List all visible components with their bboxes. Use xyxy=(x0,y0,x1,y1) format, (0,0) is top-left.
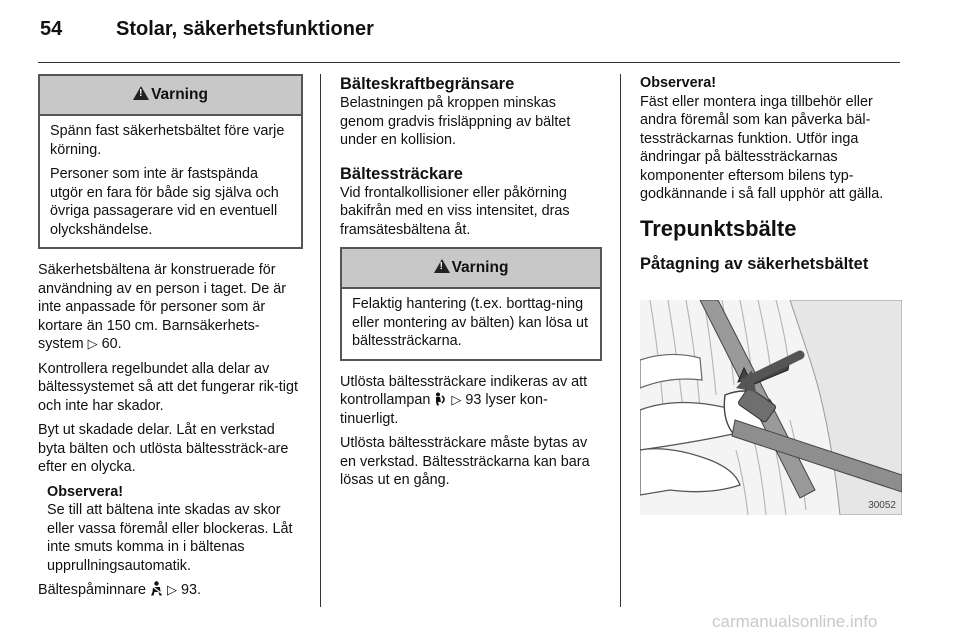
column-3 xyxy=(640,74,902,274)
column-divider-2 xyxy=(620,74,621,607)
warning-box xyxy=(340,247,602,361)
seatbelt-illustration-drawing xyxy=(640,300,902,515)
warning-title: Varning xyxy=(451,259,509,276)
section-heading: Trepunktsbälte xyxy=(640,215,797,241)
watermark: carmanualsonline.info xyxy=(712,612,878,631)
warning-body xyxy=(40,116,301,247)
note-block xyxy=(38,483,303,576)
section-heading: Bälteskraftbegränsare xyxy=(340,75,515,93)
seatbelt-reminder-icon xyxy=(150,581,163,596)
warning-body xyxy=(342,289,600,359)
warning-text: Personer som inte är fastspända utgör en fara för både sig själva och övriga passagerare vid en eventuell olyckshändelse. xyxy=(50,166,279,238)
airbag-lamp-icon xyxy=(434,392,447,406)
body-paragraph: Belastningen på kroppen minskas genom gradvis frisläppning av bältet under en kollision. xyxy=(340,95,571,148)
reference-arrow-icon: ▷ xyxy=(87,336,98,351)
body-paragraph: Bältespåminnare ▷ 93. xyxy=(38,582,202,598)
body-paragraph: Utlösta bältessträckare indikeras av att kontrollampan ▷ 93 lyser kon-tinuerligt. xyxy=(340,373,588,427)
body-paragraph: Utlösta bältessträckare måste bytas av en verkstad. Bältessträckarna kan bara lösas ut en gång. xyxy=(340,435,590,488)
warning-header xyxy=(342,249,600,289)
page-title: Stolar, säkerhetsfunktioner xyxy=(116,18,374,40)
body-paragraph: Säkerhetsbältena är konstruerade för användning av en person i taget. De är inte anpassade för personer som är kortare än 150 cm. Barnsäkerhets-system ▷ 60. xyxy=(38,262,287,352)
figure-code: 30052 xyxy=(868,500,896,511)
body-paragraph: Vid frontalkollisioner eller påkörning bakifrån med en viss intensitet, dras framsätesbältena åt. xyxy=(340,184,570,238)
warning-title: Varning xyxy=(151,86,208,103)
seatbelt-illustration xyxy=(640,300,902,515)
note-text: Se till att bältena inte skadas av skor eller vassa föremål eller blockeras. Låt inte smuts komma in i bältenas upprullningsautomatik. xyxy=(47,502,293,574)
reference-arrow-icon: ▷ xyxy=(451,392,462,407)
note-text: Fäst eller montera inga tillbehör eller andra föremål som kan påverka bäl-tessträckarnas funktion. Utför inga ändringar på bältessträckarnas komponenter eftersom bilens typ-godkännande i så fall upphör att gälla. xyxy=(640,93,884,202)
column-divider-1 xyxy=(320,74,321,607)
warning-header xyxy=(40,76,301,116)
warning-text: Felaktig hantering (t.ex. borttag-ning eller montering av bälten) kan lösa ut bältessträckarna. xyxy=(352,296,588,349)
column-1 xyxy=(38,74,303,606)
note-title: Observera! xyxy=(640,75,716,91)
section-heading: Bältessträckare xyxy=(340,164,463,183)
cross-reference: 93 xyxy=(465,392,482,408)
warning-triangle-icon xyxy=(434,259,450,273)
note-title: Observera! xyxy=(47,483,123,500)
header-rule xyxy=(38,62,900,63)
reference-arrow-icon: ▷ xyxy=(167,582,177,597)
warning-box xyxy=(38,74,303,249)
body-paragraph: Kontrollera regelbundet alla delar av bältessystemet så att det fungerar rik-tigt och inte har skador. xyxy=(38,360,298,414)
cross-reference: 60. xyxy=(101,336,122,352)
page-number: 54 xyxy=(40,18,63,40)
subsection-heading: Påtagning av säkerhetsbältet xyxy=(640,254,869,273)
warning-triangle-icon xyxy=(133,86,149,100)
page-header xyxy=(40,18,374,41)
body-paragraph: Byt ut skadade delar. Låt en verkstad byta bälten och utlösta bältessträck-are efter en olycka. xyxy=(38,422,289,475)
warning-text: Spänn fast säkerhetsbältet före varje körning. xyxy=(50,123,285,158)
column-2 xyxy=(340,74,602,496)
cross-reference: 93. xyxy=(181,582,202,598)
